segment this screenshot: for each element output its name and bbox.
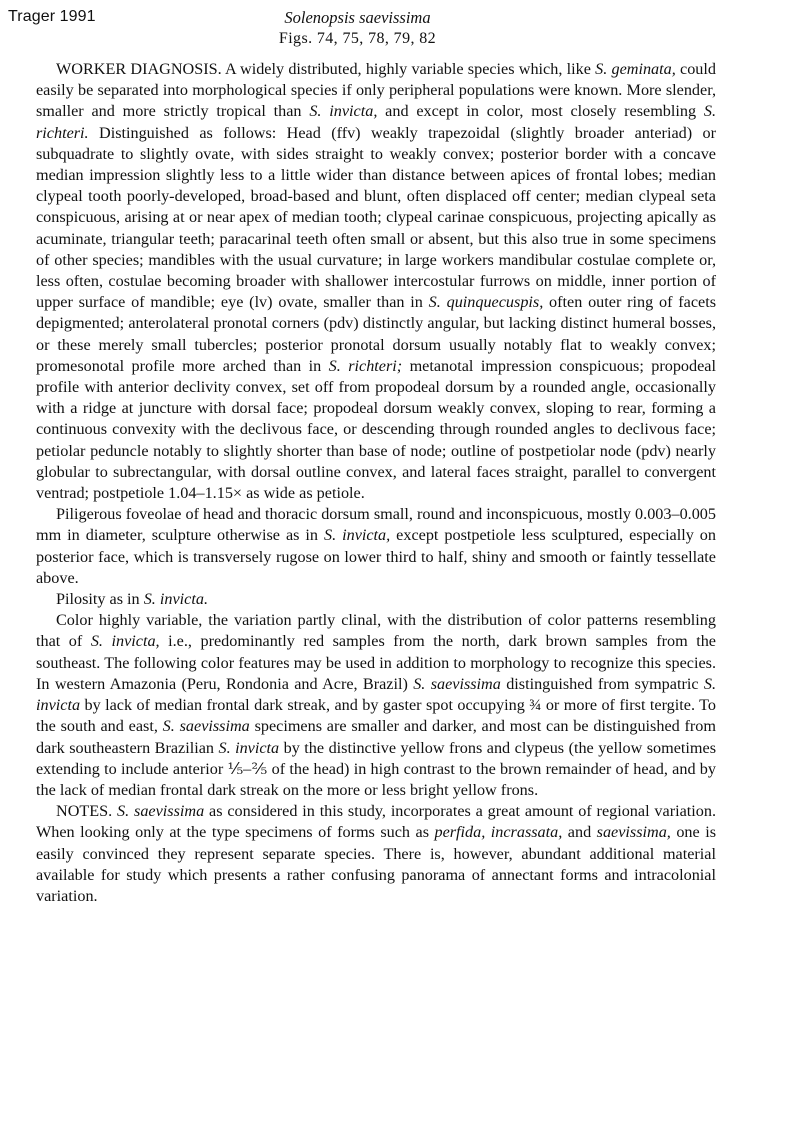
text-run: except postpetiole less sculptured, especially on posterior face, which is transversely rugose on lower third to half, shiny and smooth or faintly tessellate above. [36, 526, 716, 587]
italic-text-run: S. richteri; [328, 356, 403, 375]
italic-text-run: S. saevissima [413, 674, 501, 693]
italic-text-run: perfida, incrassata, [434, 823, 563, 842]
text-run: Color highly variable, the variation partly clinal, with the distribution of color patterns resembling that of [36, 611, 716, 651]
paragraph-notes [36, 801, 716, 907]
text-run: Pilosity as in [56, 590, 144, 609]
italic-text-run: S. invicta. [143, 590, 208, 609]
text-run: by the distinctive yellow frons and clypeus (the yellow sometimes extending to include anterior ⅕–⅖ of the head) in high contrast to the brown remainder of head, and by the lack of median frontal dark streak on the more or less bright yellow frons. [36, 738, 716, 799]
text-run: and [562, 823, 597, 842]
paragraph-foveolae [36, 504, 716, 589]
text-run: distinguished from sympatric [500, 674, 704, 693]
italic-text-run: S. invicta, [309, 102, 378, 121]
italic-text-run: S. geminata, [595, 60, 676, 78]
text-run: WORKER DIAGNOSIS. A widely distributed, highly variable species which, like [56, 60, 596, 78]
text-run: Distinguished as follows: Head (ffv) weakly trapezoidal (slightly broader anteriad) or subquadrate to slightly ovate, with sides straight to weakly convex; posterior border with a concave median impression slightly less to a little wider than distance between apices of frontal lobes; median clypeal tooth poorly-developed, broad-based and blunt, often displaced off center; median clypeal seta conspicuous, arising at or near apex of median tooth; clypeal carinae conspicuous, projecting apically as acuminate, triangular teeth; paracarinal teeth often small or absent, but this also true in some specimens of other species; mandibles with the usual curvature; in large workers mandibular costulae complete or, less often, costulae becoming broader with shallower intercostular furrows on middle, inner portion of upper surface of mandible; eye (lv) ovate, smaller than in [36, 123, 716, 312]
text-run: could easily be separated into morphological species if only peripheral populations were known. More slender, smaller and more strictly tropical than [36, 60, 716, 121]
text-run: by lack of median frontal dark streak, and by gaster spot occupying ¾ or more of first tergite. To the south and east, [36, 696, 716, 736]
text-run: and except in color, most closely resembling [377, 102, 704, 121]
italic-text-run: S. invicta [218, 738, 280, 757]
italic-text-run: S. invicta [36, 674, 717, 715]
text-run: NOTES. [56, 802, 118, 821]
italic-text-run: saevissima, [596, 823, 671, 842]
text-run: metanotal impression conspicuous; propodeal profile with anterior declivity convex, set off from propodeal dorsum by a rounded angle, occasionally with a ridge at juncture with dorsal face; propodeal dorsum weakly convex, sloping to rear, forming a continuous convexity with the declivous face, or descending through rounded angles to declivous face; petiolar peduncle notably to slightly shorter than base of node; outline of postpetiolar node (pdv) nearly globular to subrectangular, with dorsal outline convex, and lateral faces straight, parallel to convergent ventrad; postpetiole 1.04–1.15× as wide as petiole. [36, 356, 716, 503]
text-run: as considered in this study, incorporates a great amount of regional variation. When looking only at the type specimens of forms such as [36, 802, 716, 842]
source-citation: Trager 1991 [8, 8, 96, 25]
text-run: specimens are smaller and darker, and most can be distinguished from dark southeastern Brazilian [36, 717, 716, 757]
italic-text-run: S. saevissima [117, 802, 205, 821]
italic-text-run: S. invicta, [323, 526, 391, 545]
body-text [36, 59, 716, 907]
species-title: Solenopsis saevissima [284, 8, 431, 27]
paragraph-pilosity [36, 589, 716, 610]
italic-text-run: S. richteri. [36, 102, 717, 142]
text-run: often outer ring of facets depigmented; anterolateral pronotal corners (pdv) distinctly angular, but lacking distinct humeral bosses, or these merely small tubercles; posterior pronotal dorsum usually notably flat to weakly convex; promesonotal profile more arched than in [36, 293, 716, 375]
text-run: i.e., predominantly red samples from the north, dark brown samples from the southeast. The following color features may be used in addition to morphology to recognize this species. In western Amazonia (Peru, Rondonia and Acre, Brazil) [36, 632, 716, 693]
italic-text-run: S. saevissima [162, 717, 250, 736]
text-run: Piligerous foveolae of head and thoracic dorsum small, round and inconspicuous, mostly 0.003–0.005 mm in diameter, sculpture otherwise as in [36, 505, 716, 545]
text-run: one is easily convinced they represent separate species. There is, however, abundant additional material available for study which presents a rather confusing panorama of annectant forms and intracolonial variation. [36, 823, 716, 905]
figure-references: Figs. 74, 75, 78, 79, 82 [278, 30, 437, 47]
italic-text-run: S. quinquecuspis, [428, 293, 544, 312]
italic-text-run: S. invicta, [90, 632, 160, 651]
paragraph-worker-diagnosis [36, 59, 716, 504]
paragraph-color [36, 610, 716, 801]
